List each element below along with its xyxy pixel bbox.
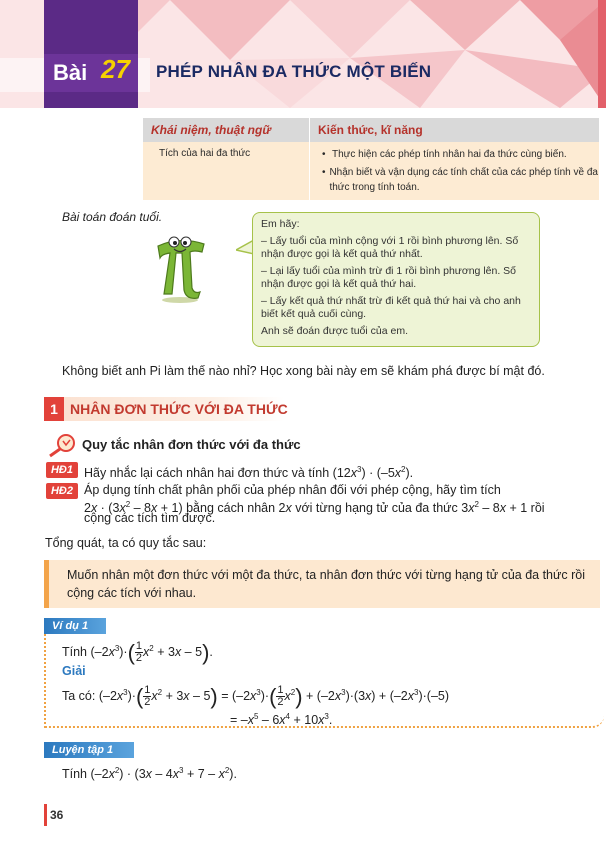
section-number: 1 (44, 397, 64, 421)
page-number-bar (44, 804, 47, 826)
hd1-text: Hãy nhắc lại cách nhân hai đơn thức và tính $(12x^3) \cdot (-5x^2)$. (84, 465, 414, 481)
practice-task: Tính $(-2x^2) \cdot (3x - 4x^3 + 7 - x^2)$. (62, 766, 237, 782)
general-statement: Tổng quát, ta có quy tắc sau: (45, 536, 207, 550)
solution-label: Giải (62, 664, 86, 678)
speech-bubble (252, 212, 540, 347)
hd2-tag: HĐ2 (46, 483, 78, 499)
example-tag: Ví dụ 1 (44, 618, 106, 634)
lesson-number: 27 (101, 54, 130, 84)
solution-line-1: Ta có: $(-2x^3)\cdot(1$ $2x^2 + 3x - 5) = (-2x^3)\cdot(1$ $2x^2) + (-2x^3)\cdot(3x) + (-2x^3)\cdot(-5)$ (62, 684, 450, 709)
intro-label: Bài toán đoán tuổi. (62, 210, 163, 224)
table-header-skills: Kiến thức, kĩ năng (309, 118, 599, 142)
list-item: • Thực hiện các phép tính nhân hai đa thức cùng biến. (322, 149, 567, 160)
table-cell-concept: Tích của hai đa thức (159, 148, 251, 159)
header-background (0, 0, 606, 108)
list-item: • Nhận biết và vận dụng các tính chất của các phép tính về đa thức trong tính toán. (322, 167, 598, 193)
solution-line-2: = $-x^5 - 6x^4 + 10x^3$. (230, 712, 333, 728)
example-task: Tính $(-2x^3)\cdot(1$ $2x^2 + 3x - 5$). (62, 640, 213, 665)
bubble-line: Em hãy: (261, 218, 300, 230)
skill-text: Thực hiện các phép tính nhân hai đa thức cùng biến. (332, 149, 567, 160)
bubble-line: – Lại lấy tuổi của mình trừ đi 1 rồi bình phương lên. Số nhận được gọi là kết quả thứ hai. (261, 264, 517, 290)
summary-table (143, 118, 599, 200)
rule-text: Muốn nhân một đơn thức với một đa thức, ta nhân đơn thức với từng hạng tử của đa thức rồi cộng các tích với nhau. (67, 568, 585, 600)
bubble-line: Anh sẽ đoán được tuổi của em. (261, 324, 408, 337)
table-header-concepts: Khái niệm, thuật ngữ (151, 123, 271, 137)
skill-text: Nhận biết và vận dụng các tính chất của các phép tính về đa thức trong tính toán. (329, 167, 598, 193)
hd2-line-1: Áp dụng tính chất phân phối của phép nhân đối với phép cộng, hãy tìm tích (84, 483, 501, 497)
practice-task-prefix: Tính (62, 767, 88, 782)
magnifier-icon (46, 432, 78, 458)
hd1-instruction: Hãy nhắc lại cách nhân hai đơn thức và tính (84, 466, 330, 481)
rule-heading: Quy tắc nhân đơn thức với đa thức (82, 437, 301, 452)
lesson-header (0, 0, 606, 108)
practice-tag: Luyện tập 1 (44, 742, 134, 758)
hd2-line-3: cộng các tích tìm được. (84, 511, 216, 525)
bubble-line: – Lấy tuổi của mình cộng với 1 rồi bình phương lên. Số nhận được gọi là kết quả thứ nhất. (261, 234, 519, 260)
solution-prefix: Ta có: (62, 689, 96, 703)
table-cell-skills (309, 142, 599, 200)
intro-question: Không biết anh Pi làm thế nào nhỉ? Học xong bài này em sẽ khám phá được bí mật đó. (62, 364, 545, 378)
section-title: NHÂN ĐƠN THỨC VỚI ĐA THỨC (70, 401, 288, 417)
hd2-line-2: $2x \cdot (3x^2 - 8x + 1)$ bằng cách nhân 2x với từng hạng tử của đa thức $3x^2 - 8x + 1$ rồi (84, 500, 545, 516)
hd1-tag: HĐ1 (46, 462, 78, 478)
lesson-label: Bài (53, 60, 88, 85)
rule-box (44, 560, 600, 608)
table-row (143, 142, 599, 200)
example-task-prefix: Tính (62, 645, 88, 659)
pi-mascot-icon (150, 228, 210, 303)
table-header-row (143, 118, 599, 142)
bubble-line: – Lấy kết quả thứ nhất trừ đi kết quả thứ hai và cho anh biết kết quả cuối cùng. (261, 294, 521, 320)
page-number: 36 (50, 808, 64, 822)
lesson-title: PHÉP NHÂN ĐA THỨC MỘT BIẾN (156, 62, 432, 81)
